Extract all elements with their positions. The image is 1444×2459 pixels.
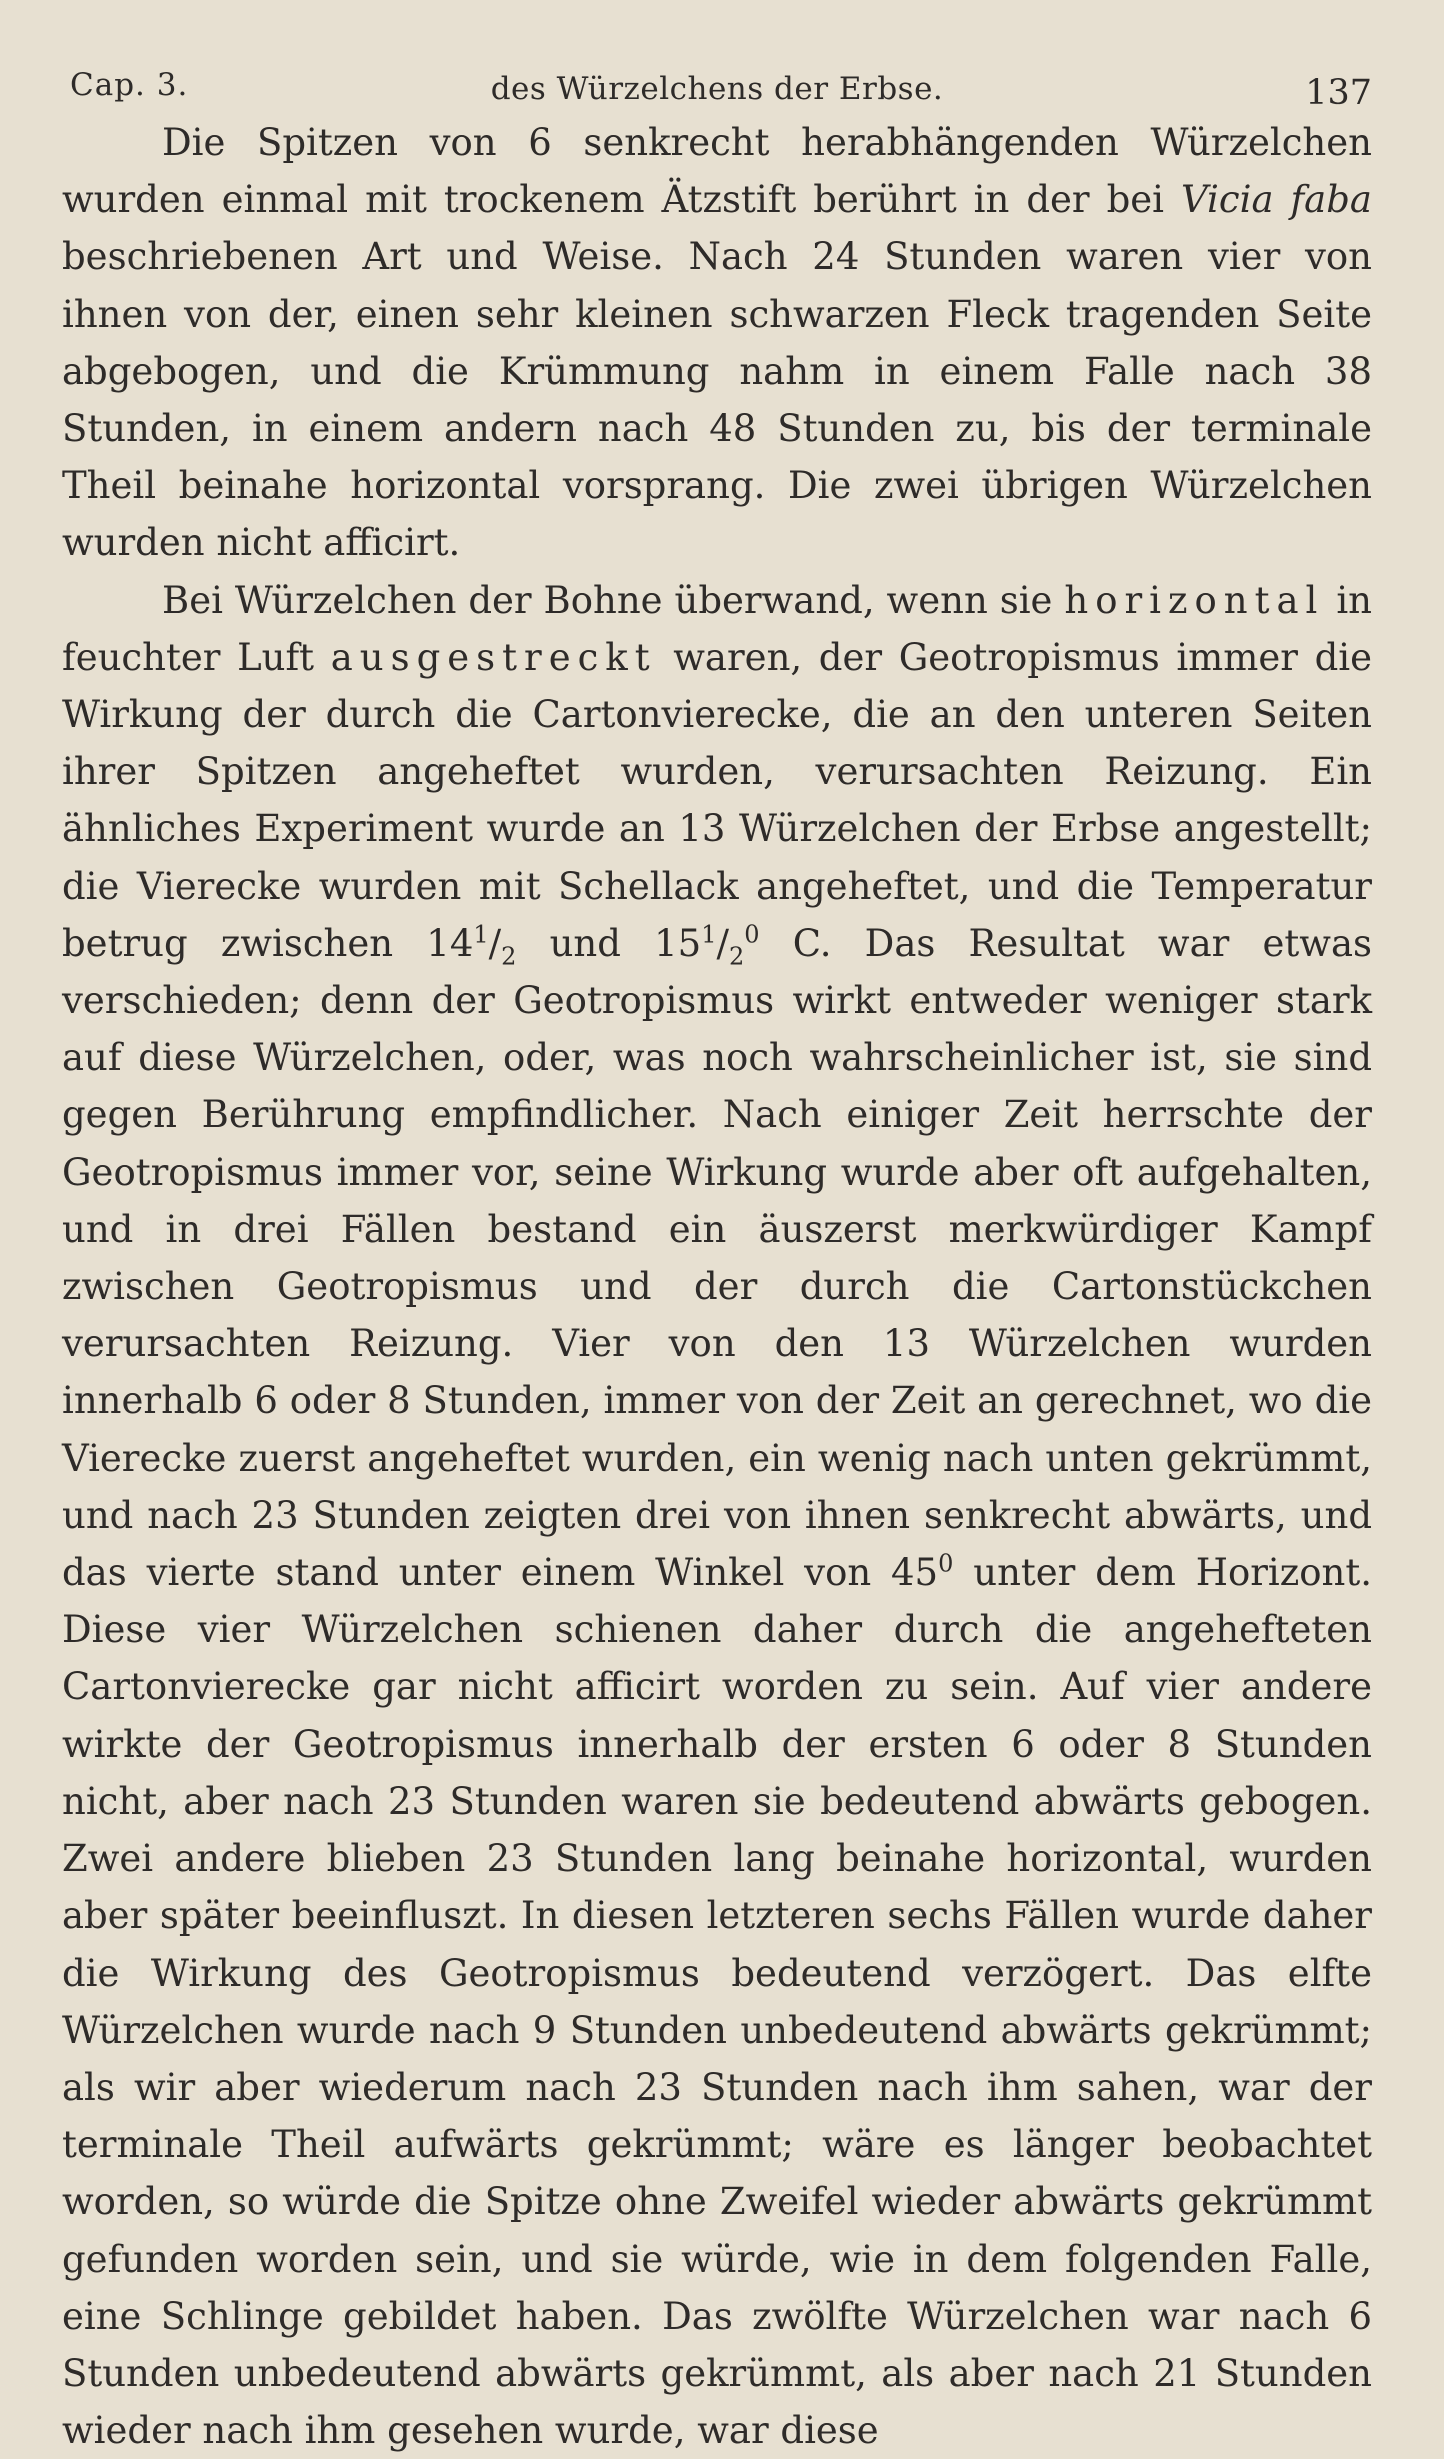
temperature-unit: C. xyxy=(759,921,832,965)
temperature-2-numerator: 1 xyxy=(701,920,717,949)
chapter-label: Cap. 3. xyxy=(70,67,189,103)
temperature-1-whole: 14 xyxy=(426,921,474,965)
angle-degree-sign: 0 xyxy=(938,1549,954,1578)
spaced-word-ausgestreckt: ausgestreckt xyxy=(330,635,657,679)
temperature-1-denominator: 2 xyxy=(501,942,517,971)
temperature-and: und xyxy=(516,921,655,965)
running-title: des Würzelchens der Erbse. xyxy=(490,71,944,107)
para2-text-5: unter dem Horizont. Diese vier Würzelchen schienen daher durch die angehefteten Cartonvierecke gar nicht afficirt worden zu sein. Auf vier andere wirkte der Geotropismus innerhalb der ersten 6 oder 8 Stunden nicht, aber nach 23 Stunden waren sie bedeutend abwärts gebogen. Zwei andere blieben 23 Stunden lang beinahe horizontal, wurden aber später beeinfluszt. In diesen letzteren sechs Fällen wurde daher die Wirkung des Geotropismus bedeutend verzögert. Das elfte Würzelchen wurde nach 9 Stunden unbedeutend abwärts gekrümmt; als wir aber wiederum nach 23 Stunden nach ihm sahen, war der terminale Theil aufwärts gekrümmt; wäre es länger beobachtet worden, so würde die Spitze ohne Zweifel wieder abwärts gekrümmt gefunden worden sein, und sie würde, wie in dem folgenden Falle, eine Schlinge gebildet haben. Das zwölfte Würzelchen war nach 6 Stunden unbedeutend abwärts gekrümmt, als aber nach 21 Stunden wieder nach ihm gesehen wurde, war diese xyxy=(62,1551,1372,2453)
temperature-degree-sign: 0 xyxy=(744,920,760,949)
temperature-2-whole: 15 xyxy=(654,921,702,965)
temperature-2-denominator: 2 xyxy=(728,942,745,971)
page-number: 137 xyxy=(1305,73,1372,113)
species-name: Vicia faba xyxy=(1180,178,1372,222)
para1-text-2: beschriebenen Art und Weise. Nach 24 Stunden waren vier von ihnen von der, einen sehr kleinen schwarzen Fleck tragenden Seite abgebogen, und die Krümmung nahm in einem Falle nach 38 Stunden, in einem andern nach 48 Stunden zu, bis der terminale Theil beinahe horizontal vorsprang. Die zwei übrigen Würzelchen wurden nicht afficirt. xyxy=(62,235,1372,565)
temperature-1-numerator: 1 xyxy=(473,920,489,949)
page-body xyxy=(62,114,1372,2459)
para2-text-4: Das Resultat war etwas verschieden; denn der Geotropismus wirkt entweder weniger stark auf diese Würzelchen, oder, was noch wahrscheinlicher ist, sie sind gegen Berührung empfindlicher. Nach einiger Zeit herrschte der Geotropismus immer vor, seine Wirkung wurde aber oft aufgehalten, und in drei Fällen bestand ein äuszerst merkwürdiger Kampf zwischen Geotropismus und der durch die Cartonstückchen verursachten Reizung. Vier von den 13 Würzelchen wurden innerhalb 6 oder 8 Stunden, immer von der Zeit an gerechnet, wo die Vierecke zuerst angeheftet wurden, ein wenig nach unten gekrümmt, und nach 23 Stunden zeigten drei von ihnen senkrecht abwärts, und das vierte stand unter einem Winkel von 45 xyxy=(62,921,1373,1595)
spaced-word-horizontal: horizontal xyxy=(1064,578,1325,622)
running-header xyxy=(62,58,1372,114)
para2-text-3: waren, der Geotropismus immer die Wirkung der durch die Cartonvierecke, die an den unteren Seiten ihrer Spitzen angeheftet wurden, verursachten Reizung. Ein ähnliches Experiment wurde an 13 Würzelchen der Erbse angestellt; die Vierecke wurden mit Schellack angeheftet, und die Temperatur betrug zwischen xyxy=(62,635,1372,965)
para2-text-1: Bei Würzelchen der Bohne überwand, wenn sie xyxy=(162,578,1065,622)
para2-text-2: in feuchter Luft xyxy=(62,578,1372,679)
paragraph-2: Bei Würzelchen der Bohne überwand, wenn sie horizontal in feuchter Luft ausgestreckt waren, der Geotropismus immer die Wirkung der durch die Cartonvierecke, die an den unteren Seiten ihrer Spitzen angeheftet wurden, verursachten Reizung. Ein ähnliches Experiment wurde an 13 Würzelchen der Erbse angestellt; die Vierecke wurden mit Schellack angeheftet, und die Temperatur betrug zwischen $14^1/_2$ und $15^1/_2^0$ C. Das Resultat war etwas verschieden; denn der Geotropismus wirkt entweder weniger stark auf diese Würzelchen, oder, was noch wahrscheinlicher ist, sie sind gegen Berührung empfindlicher. Nach einiger Zeit herrschte der Geotropismus immer vor, seine Wirkung wurde aber oft aufgehalten, und in drei Fällen bestand ein äuszerst merkwürdiger Kampf zwischen Geotropismus und der durch die Cartonstückchen verursachten Reizung. Vier von den 13 Würzelchen wurden innerhalb 6 oder 8 Stunden, immer von der Zeit an gerechnet, wo die Vierecke zuerst angeheftet wurden, ein wenig nach unten gekrümmt, und nach 23 Stunden zeigten drei von ihnen senkrecht abwärts, und das vierte stand unter einem Winkel von $45^0$ unter dem Horizont. Diese vier Würzelchen schienen daher durch die angehefteten Cartonvierecke gar nicht afficirt worden zu sein. Auf vier andere wirkte der Geotropismus innerhalb der ersten 6 oder 8 Stunden nicht, aber nach 23 Stunden waren sie bedeutend abwärts gebogen. Zwei andere blieben 23 Stunden lang beinahe horizontal, wurden aber später beeinfluszt. In diesen letzteren sechs Fällen wurde daher die Wirkung des Geotropismus bedeutend verzögert. Das elfte Würzelchen wurde nach 9 Stunden unbedeutend abwärts gekrümmt; als wir aber wiederum nach 23 Stunden nach ihm sahen, war der terminale Theil aufwärts gekrümmt; wäre es länger beobachtet worden, so würde die Spitze ohne Zweifel wieder abwärts gekrümmt gefunden worden sein, und sie würde, wie in dem folgenden Falle, eine Schlinge gebildet haben. Das zwölfte Würzelchen war nach 6 Stunden unbedeutend abwärts gekrümmt, als aber nach 21 Stunden wieder nach ihm gesehen wurde, war diese xyxy=(62,578,1373,2453)
paragraph-1 xyxy=(62,114,1372,572)
para1-text-1: Die Spitzen von 6 senkrecht herabhängenden Würzelchen wurden einmal mit trockenem Ätzstift berührt in der bei xyxy=(62,121,1372,222)
